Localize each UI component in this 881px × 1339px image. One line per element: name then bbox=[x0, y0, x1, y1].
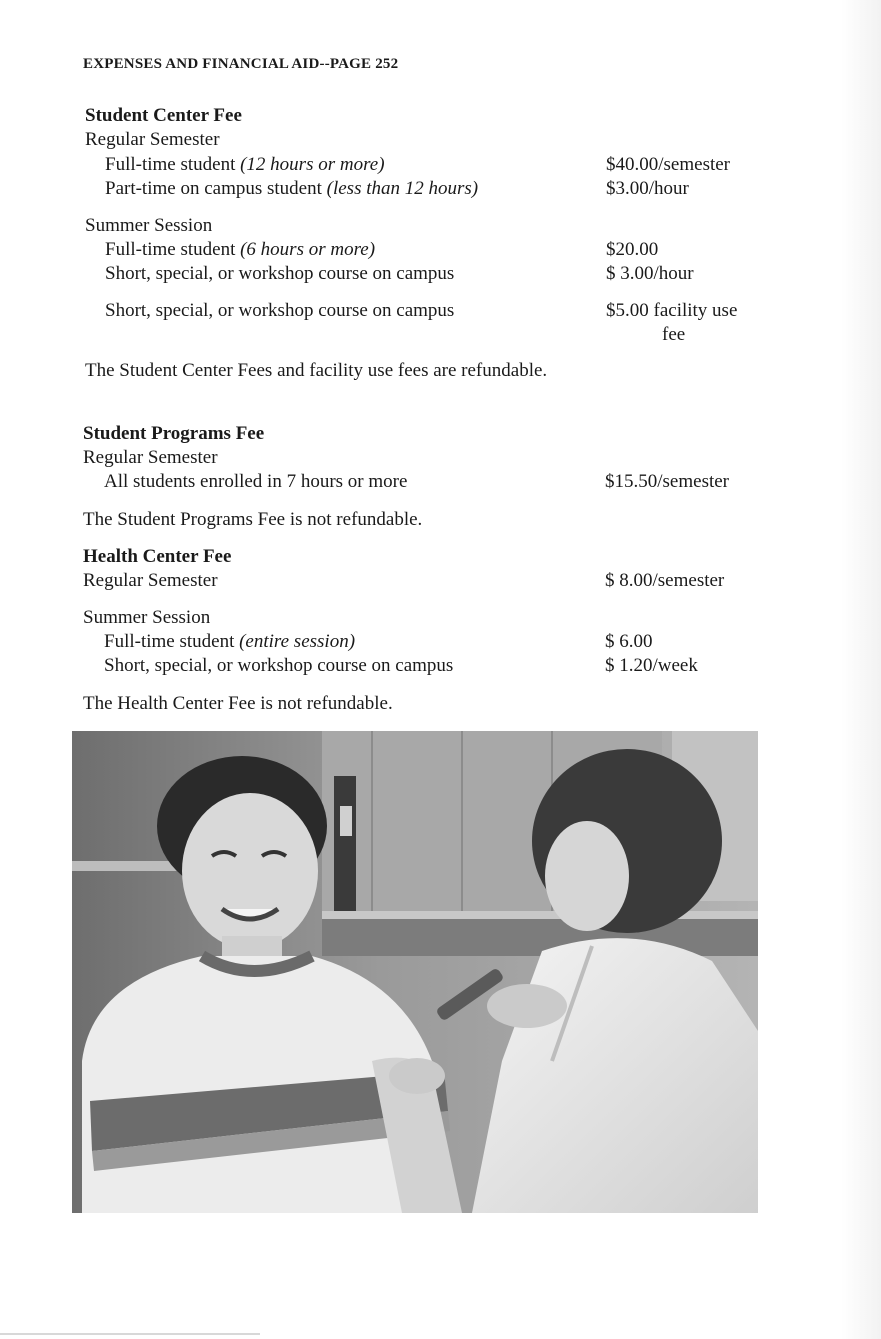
fulltime-note: (12 hours or more) bbox=[240, 154, 385, 175]
health-center-short-course-amount: $ 1.20/week bbox=[605, 655, 698, 676]
page-header: EXPENSES AND FINANCIAL AID--PAGE 252 bbox=[83, 56, 399, 72]
fulltime-label: Full-time student bbox=[105, 154, 241, 175]
health-fulltime-label: Full-time student bbox=[104, 631, 240, 652]
student-center-short-course2-amount-2: fee bbox=[662, 324, 686, 345]
student-center-short-course-label: Short, special, or workshop course on campus bbox=[105, 263, 455, 284]
summer-fulltime-note: (6 hours or more) bbox=[240, 239, 376, 260]
student-programs-amount: $15.50/semester bbox=[605, 471, 730, 492]
student-center-summer-label: Summer Session bbox=[85, 215, 213, 236]
student-center-short-course-amount: $ 3.00/hour bbox=[606, 263, 694, 284]
page-edge-shadow bbox=[841, 0, 881, 1339]
student-center-short-course2-label: Short, special, or workshop course on campus bbox=[105, 300, 455, 321]
health-center-note: The Health Center Fee is not refundable. bbox=[83, 693, 393, 714]
health-center-summer-label: Summer Session bbox=[83, 607, 211, 628]
student-programs-note: The Student Programs Fee is not refundable. bbox=[83, 509, 423, 530]
student-center-fulltime-amount: $40.00/semester bbox=[606, 154, 731, 175]
summer-fulltime-label: Full-time student bbox=[105, 239, 241, 260]
student-center-summer-fulltime-row bbox=[105, 238, 375, 262]
health-center-heading: Health Center Fee bbox=[83, 546, 232, 567]
parttime-label: Part-time on campus student bbox=[105, 178, 327, 199]
student-center-short-course2-amount-1: $5.00 facility use bbox=[606, 300, 738, 321]
page-bottom-rule bbox=[0, 1333, 260, 1335]
student-center-heading: Student Center Fee bbox=[85, 105, 242, 126]
student-center-summer-fulltime-amount: $20.00 bbox=[606, 239, 659, 260]
health-center-fulltime-row bbox=[104, 630, 355, 654]
student-programs-heading: Student Programs Fee bbox=[83, 423, 265, 444]
student-programs-all-students-label: All students enrolled in 7 hours or more bbox=[104, 471, 408, 492]
photo-student-injection bbox=[72, 731, 758, 1213]
student-programs-regular-label: Regular Semester bbox=[83, 447, 218, 468]
student-center-regular-label: Regular Semester bbox=[85, 129, 220, 150]
health-center-fulltime-amount: $ 6.00 bbox=[605, 631, 653, 652]
health-center-short-course-label: Short, special, or workshop course on campus bbox=[104, 655, 454, 676]
student-center-fulltime-row bbox=[105, 153, 385, 177]
health-fulltime-note: (entire session) bbox=[239, 631, 356, 652]
health-center-regular-label: Regular Semester bbox=[83, 570, 218, 591]
photo-illustration bbox=[72, 731, 758, 1213]
parttime-note: (less than 12 hours) bbox=[326, 178, 479, 199]
student-center-parttime-amount: $3.00/hour bbox=[606, 178, 689, 199]
health-center-regular-amount: $ 8.00/semester bbox=[605, 570, 725, 591]
student-center-parttime-row bbox=[105, 177, 478, 201]
student-center-note: The Student Center Fees and facility use fees are refundable. bbox=[85, 360, 548, 381]
